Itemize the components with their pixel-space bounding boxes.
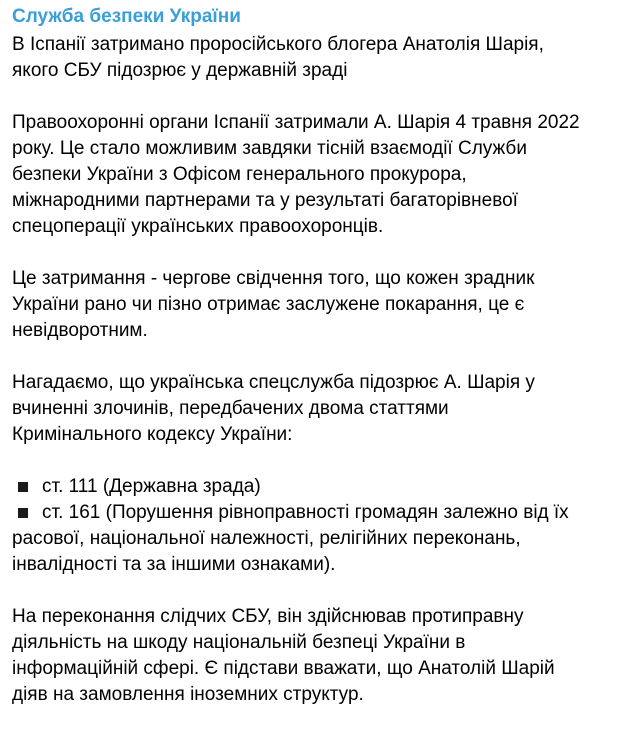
text-line: На переконання слідчих СБУ, він здійснював протиправну bbox=[12, 606, 524, 627]
text-line: вчиненні злочинів, передбачених двома статтями bbox=[12, 398, 449, 419]
text-line: Правоохоронні органи Іспанії затримали А. Шарія 4 травня 2022 bbox=[12, 112, 580, 133]
headline-paragraph bbox=[12, 32, 612, 84]
black-square-icon bbox=[18, 508, 28, 518]
black-square-icon bbox=[18, 482, 28, 492]
text-line: міжнародними партнерами та у результаті багаторівневої bbox=[12, 190, 518, 211]
paragraph-gap bbox=[12, 344, 612, 370]
list-item-text: ст. 161 (Порушення рівноправності громадян залежно від їх bbox=[42, 502, 569, 523]
text-line: України рано чи пізно отримає заслужене покарання, це є bbox=[12, 294, 525, 315]
text-line: якого СБУ підозрює у державній зраді bbox=[12, 60, 348, 81]
text-line: діяльність на шкоду національній безпеці України в bbox=[12, 632, 466, 653]
channel-name-link[interactable]: Служба безпеки України bbox=[12, 6, 241, 27]
paragraph-gap bbox=[12, 240, 612, 266]
text-line: расової, національної належності, релігійних переконань, bbox=[12, 528, 521, 549]
text-line: діяв на замовлення іноземних структур. bbox=[12, 684, 364, 705]
text-line: Це затримання - чергове свідчення того, що кожен зрадник bbox=[12, 268, 535, 289]
paragraph-gap bbox=[12, 578, 612, 604]
list-item bbox=[12, 500, 612, 526]
list-item bbox=[12, 474, 612, 500]
articles-list bbox=[12, 474, 612, 578]
list-item-text: ст. 111 (Державна зрада) bbox=[42, 476, 261, 497]
text-line: інформаційній сфері. Є підстави вважати, що Анатолій Шарій bbox=[12, 658, 555, 679]
text-line: невідворотним. bbox=[12, 320, 148, 341]
detention-paragraph bbox=[12, 110, 612, 240]
text-line: інвалідності та за іншими ознаками). bbox=[12, 554, 336, 575]
paragraph-gap bbox=[12, 84, 612, 110]
conclusion-paragraph bbox=[12, 604, 612, 708]
text-line: спецоперації українських правоохоронців. bbox=[12, 216, 384, 237]
text-line: Кримінального кодексу України: bbox=[12, 424, 293, 445]
statement-paragraph bbox=[12, 266, 612, 344]
text-line: безпеки України з Офісом генерального прокурора, bbox=[12, 164, 467, 185]
text-line: року. Це стало можливим завдяки тісній взаємодії Служби bbox=[12, 138, 527, 159]
text-line: Нагадаємо, що українська спецслужба підозрює А. Шарія у bbox=[12, 372, 535, 393]
paragraph-gap bbox=[12, 448, 612, 474]
text-line: В Іспанії затримано проросійського блогера Анатолія Шарія, bbox=[12, 34, 544, 55]
message-bubble bbox=[12, 4, 612, 708]
reminder-paragraph bbox=[12, 370, 612, 448]
